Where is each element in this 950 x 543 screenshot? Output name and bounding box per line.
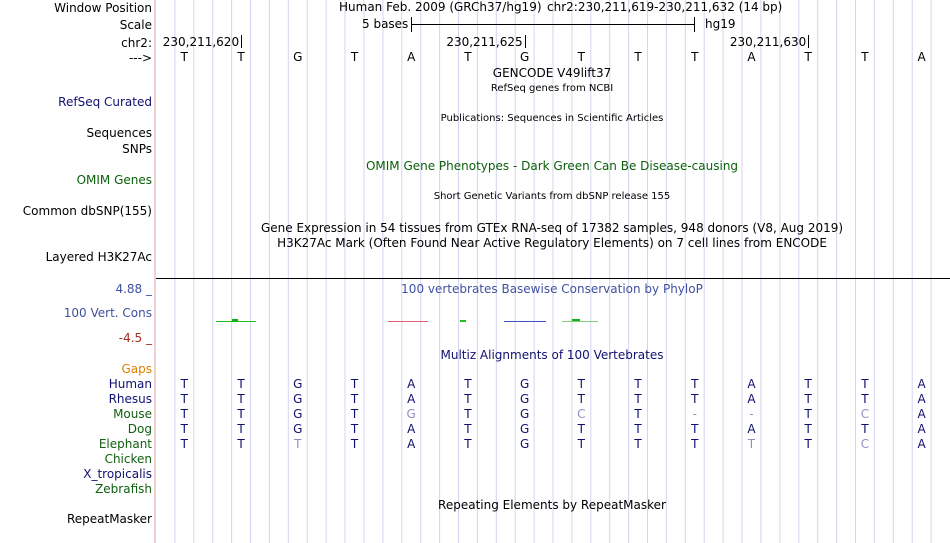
ruler-tick-label: 230,211,625 (446, 35, 523, 49)
multiz-track-title[interactable]: Multiz Alignments of 100 Vertebrates (440, 348, 664, 362)
track-label-omim[interactable]: OMIM Genes (76, 173, 152, 187)
alignment-base: T (180, 377, 189, 391)
repeatmasker-track-title[interactable]: Repeating Elements by RepeatMasker (438, 498, 666, 512)
cons-bar (504, 321, 546, 322)
alignment-base: T (577, 437, 585, 451)
track-label-refseq[interactable]: RefSeq Curated (58, 95, 152, 109)
alignment-base: A (407, 392, 416, 406)
alignment-base: A (407, 377, 416, 391)
cons-scale-min: -4.5 _ (118, 331, 152, 345)
species-label: Zebrafish (95, 482, 152, 496)
ruler-tick-label: 230,211,620 (162, 35, 240, 49)
alignment-base: G (519, 407, 530, 421)
publications-track-title[interactable]: Publications: Sequences in Scientific Articles (440, 113, 664, 124)
scale-db: hg19 (705, 17, 736, 31)
alignment-base: T (464, 407, 472, 421)
alignment-base: T (861, 377, 869, 391)
alignment-base: T (577, 377, 585, 391)
cons-bar (562, 321, 598, 322)
species-label: X_tropicalis (83, 467, 152, 481)
alignment-base: T (577, 392, 585, 406)
alignment-base: T (691, 392, 699, 406)
alignment-base: T (350, 392, 359, 406)
dna-base: T (180, 50, 189, 64)
species-label: Dog (127, 422, 152, 436)
alignment-base: T (350, 377, 359, 391)
dbsnp-track-title[interactable]: Short Genetic Variants from dbSNP release 155 (433, 191, 671, 202)
dna-base: A (407, 50, 416, 64)
alignment-base: G (406, 407, 416, 421)
scale-bar-label: 5 bases (362, 17, 409, 31)
chrom-label: chr2: (121, 36, 152, 50)
position-text: chr2:230,211,619-230,211,632 (14 bp) (547, 0, 783, 14)
alignment-base: T (180, 407, 189, 421)
alignment-base: T (350, 437, 359, 451)
alignment-base: A (747, 392, 756, 406)
dna-base: T (464, 50, 472, 64)
cons-bar (388, 321, 428, 322)
alignment-base: - (692, 407, 697, 421)
omim-track-title[interactable]: OMIM Gene Phenotypes - Dark Green Can Be Disease-causing (365, 159, 739, 173)
alignment-base: G (293, 377, 303, 391)
alignment-base: C (860, 407, 870, 421)
cons-bar (460, 320, 466, 322)
alignment-base: T (180, 422, 189, 436)
dna-base: A (747, 50, 756, 64)
alignment-base: T (180, 392, 189, 406)
species-label: Chicken (104, 452, 152, 466)
dna-base: T (577, 50, 585, 64)
gtex-track-title[interactable]: Gene Expression in 54 tissues from GTEx RNA-seq of 17382 samples, 948 donors (V8, Aug 2019) (260, 221, 844, 235)
alignment-base: T (350, 407, 359, 421)
track-label-cons[interactable]: 100 Vert. Cons (63, 306, 152, 320)
track-label-snps[interactable]: SNPs (122, 142, 152, 156)
alignment-base: G (519, 422, 530, 436)
alignment-base: A (917, 377, 926, 391)
alignment-base: - (749, 407, 754, 421)
alignment-base: T (804, 392, 812, 406)
dna-base: T (861, 50, 869, 64)
alignment-base: G (519, 437, 530, 451)
dna-base: G (519, 50, 530, 64)
alignment-base: T (634, 407, 642, 421)
alignment-base: T (577, 422, 585, 436)
alignment-base: G (293, 422, 303, 436)
alignment-base: G (293, 392, 303, 406)
alignment-base: A (747, 377, 756, 391)
alignment-base: G (293, 407, 303, 421)
window-position-label: Window Position (54, 1, 152, 15)
alignment-base: T (691, 422, 699, 436)
alignment-base: A (917, 407, 926, 421)
alignment-base: T (634, 377, 642, 391)
alignment-base: C (577, 407, 586, 421)
alignment-base: A (407, 437, 416, 451)
alignment-base: T (804, 422, 812, 436)
dna-base: T (804, 50, 812, 64)
track-label-sequences[interactable]: Sequences (86, 126, 152, 140)
gencode-track-title[interactable]: GENCODE V49lift37 (492, 66, 612, 80)
alignment-base: T (464, 392, 472, 406)
species-label: Elephant (98, 437, 152, 451)
alignment-base: T (294, 437, 302, 451)
cons-bar (232, 319, 238, 322)
species-label: Rhesus (108, 392, 152, 406)
alignment-base: A (917, 422, 926, 436)
assembly-title: Human Feb. 2009 (GRCh37/hg19) (339, 0, 542, 14)
alignment-base: T (237, 392, 245, 406)
alignment-base: T (464, 437, 472, 451)
alignment-base: T (691, 437, 699, 451)
alignment-base: T (747, 437, 756, 451)
alignment-base: T (861, 392, 869, 406)
track-label-repeatmasker[interactable]: RepeatMasker (66, 512, 152, 526)
strand-label: ---> (128, 51, 152, 65)
scale-label: Scale (119, 18, 152, 32)
alignment-base: A (747, 422, 756, 436)
alignment-base: C (860, 437, 870, 451)
alignment-base: G (519, 377, 530, 391)
alignment-base: A (917, 437, 926, 451)
alignment-base: A (917, 392, 926, 406)
species-label: Human (108, 377, 152, 391)
alignment-base: T (691, 377, 699, 391)
alignment-base: T (464, 422, 472, 436)
alignment-base: T (464, 377, 472, 391)
alignment-base: T (180, 437, 189, 451)
alignment-base: T (634, 437, 642, 451)
phylop-track-title[interactable]: 100 vertebrates Basewise Conservation by PhyloP (401, 282, 703, 296)
alignment-base: T (804, 377, 812, 391)
track-label-h3k27ac[interactable]: Layered H3K27Ac (45, 250, 152, 264)
refseq-track-title[interactable]: RefSeq genes from NCBI (490, 83, 614, 94)
dna-base: T (237, 50, 245, 64)
alignment-base: T (634, 422, 642, 436)
dna-base: T (634, 50, 642, 64)
alignment-base: T (804, 437, 812, 451)
dna-base: T (350, 50, 359, 64)
alignment-base: G (519, 392, 530, 406)
alignment-base: T (237, 437, 245, 451)
dna-base: T (691, 50, 699, 64)
h3k27ac-track-title[interactable]: H3K27Ac Mark (Often Found Near Active Regulatory Elements) on 7 cell lines from ENCODE (277, 236, 827, 250)
alignment-base: T (237, 407, 245, 421)
dna-base: A (917, 50, 926, 64)
alignment-base: T (350, 422, 359, 436)
dna-base: G (293, 50, 303, 64)
track-label-gaps[interactable]: Gaps (121, 362, 152, 376)
alignment-base: T (634, 392, 642, 406)
alignment-base: T (804, 407, 812, 421)
track-label-dbsnp[interactable]: Common dbSNP(155) (22, 204, 152, 218)
alignment-base: T (237, 377, 245, 391)
species-label: Mouse (113, 407, 152, 421)
ruler-tick-label: 230,211,630 (729, 35, 807, 49)
alignment-base: T (237, 422, 245, 436)
cons-scale-max: 4.88 _ (115, 282, 152, 296)
alignment-base: T (861, 422, 869, 436)
alignment-base: A (407, 422, 416, 436)
